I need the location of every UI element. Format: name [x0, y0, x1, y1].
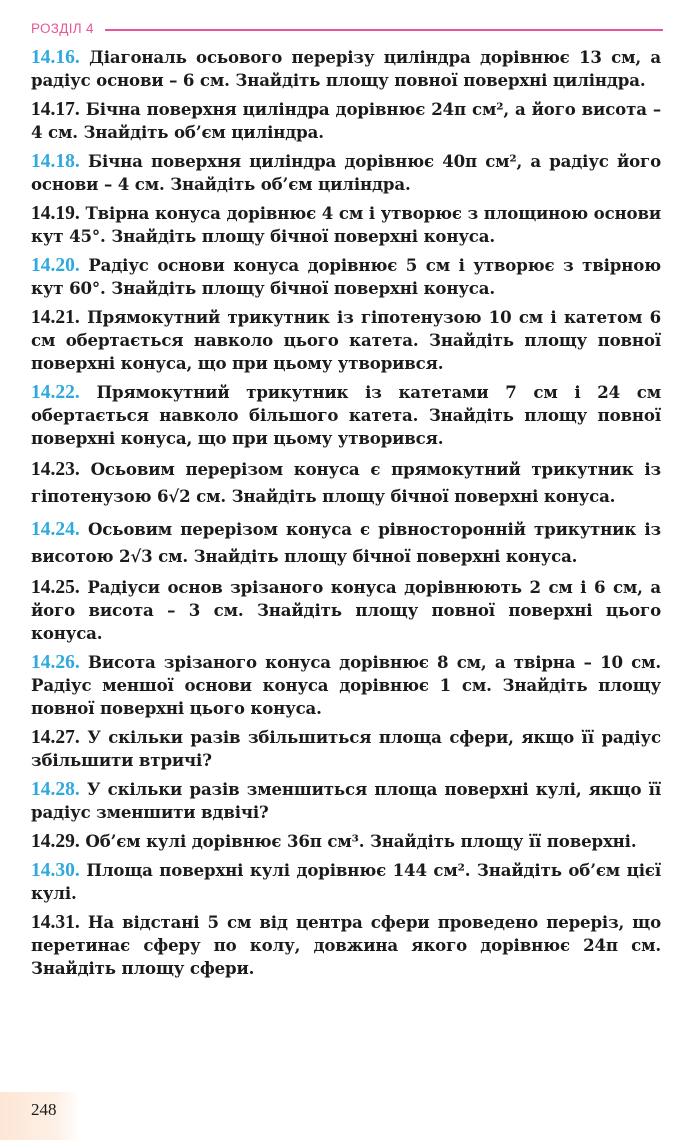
problem-number: 14.19. [31, 203, 80, 224]
problem-14-16 [31, 46, 661, 92]
problem-number: 14.27. [31, 727, 80, 748]
problem-number: 14.20. [31, 255, 80, 276]
problem-number: 14.26. [31, 652, 80, 673]
problem-text: Площа поверхні кулі дорівнює 144 см². Знайдіть об’єм цієї кулі. [31, 860, 661, 903]
problem-text: Прямокутний трикутник із катетами 7 см і 24 см обертається навколо більшого катета. Знайдіть площу повної поверхні конуса, що при цьому утворився. [31, 382, 661, 448]
problem-list [31, 46, 661, 986]
problem-number: 14.16. [31, 47, 80, 68]
problem-number: 14.21. [31, 307, 80, 328]
problem-text: Радіуси основ зрізаного конуса дорівнюють 2 см і 6 см, а його висота – 3 см. Знайдіть площу повної поверхні цього конуса. [31, 577, 661, 643]
problem-text: Висота зрізаного конуса дорівнює 8 см, а твірна – 10 см. Радіус меншої основи конуса дорівнює 1 см. Знайдіть площу повної поверхні цього конуса. [31, 652, 661, 718]
problem-number: 14.29. [31, 831, 80, 852]
problem-number: 14.23. [31, 459, 80, 480]
problem-text: Діагональ осьового перерізу циліндра дорівнює 13 см, а радіус основи – 6 см. Знайдіть площу повної поверхні циліндра. [31, 47, 661, 90]
problem-text: Осьовим перерізом конуса є рівносторонній трикутник із висотою 2√3 см. Знайдіть площу бічної поверхні конуса. [31, 519, 661, 566]
problem-number: 14.31. [31, 912, 80, 933]
problem-14-22 [31, 381, 661, 450]
problem-14-29 [31, 830, 661, 853]
problem-14-23 [31, 456, 661, 510]
problem-14-17 [31, 98, 661, 144]
page-number: 248 [31, 1100, 57, 1119]
problem-number: 14.25. [31, 577, 80, 598]
problem-text: У скільки разів зменшиться площа поверхні кулі, якщо її радіус зменшити вдвічі? [31, 779, 661, 822]
problem-14-30 [31, 859, 661, 905]
problem-14-21 [31, 306, 661, 375]
page-header [31, 20, 663, 42]
problem-number: 14.17. [31, 99, 80, 120]
problem-14-31 [31, 911, 661, 980]
problem-text: Бічна поверхня циліндра дорівнює 24π см², а його висота – 4 см. Знайдіть об’єм циліндра. [31, 99, 661, 142]
header-rule [105, 29, 663, 31]
problem-14-19 [31, 202, 661, 248]
problem-14-18 [31, 150, 661, 196]
problem-number: 14.18. [31, 151, 80, 172]
problem-14-26 [31, 651, 661, 720]
problem-14-28 [31, 778, 661, 824]
problem-number: 14.30. [31, 860, 80, 881]
problem-14-20 [31, 254, 661, 300]
problem-text: У скільки разів збільшиться площа сфери, якщо її радіус збільшити втричі? [31, 727, 661, 770]
problem-number: 14.22. [31, 382, 80, 403]
problem-number: 14.28. [31, 779, 80, 800]
problem-number: 14.24. [31, 519, 80, 540]
problem-text: Об’єм кулі дорівнює 36π см³. Знайдіть площу її поверхні. [85, 831, 637, 851]
problem-14-24 [31, 516, 661, 570]
problem-text: Осьовим перерізом конуса є прямокутний трикутник із гіпотенузою 6√2 см. Знайдіть площу бічної поверхні конуса. [31, 459, 661, 506]
section-label: РОЗДІЛ 4 [31, 20, 100, 38]
problem-14-27 [31, 726, 661, 772]
problem-text: Радіус основи конуса дорівнює 5 см і утворює з твірною кут 60°. Знайдіть площу бічної поверхні конуса. [31, 255, 661, 298]
problem-text: Твірна конуса дорівнює 4 см і утворює з площиною основи кут 45°. Знайдіть площу бічної поверхні конуса. [31, 203, 661, 246]
problem-text: Прямокутний трикутник із гіпотенузою 10 см і катетом 6 см обертається навколо цього катета. Знайдіть площу повної поверхні конуса, що при цьому утворився. [31, 307, 661, 373]
problem-text: На відстані 5 см від центра сфери проведено переріз, що перетинає сферу по колу, довжина якого дорівнює 24π см. Знайдіть площу сфери. [31, 912, 661, 978]
problem-14-25 [31, 576, 661, 645]
problem-text: Бічна поверхня циліндра дорівнює 40π см², а радіус його основи – 4 см. Знайдіть об’єм циліндра. [31, 151, 661, 194]
